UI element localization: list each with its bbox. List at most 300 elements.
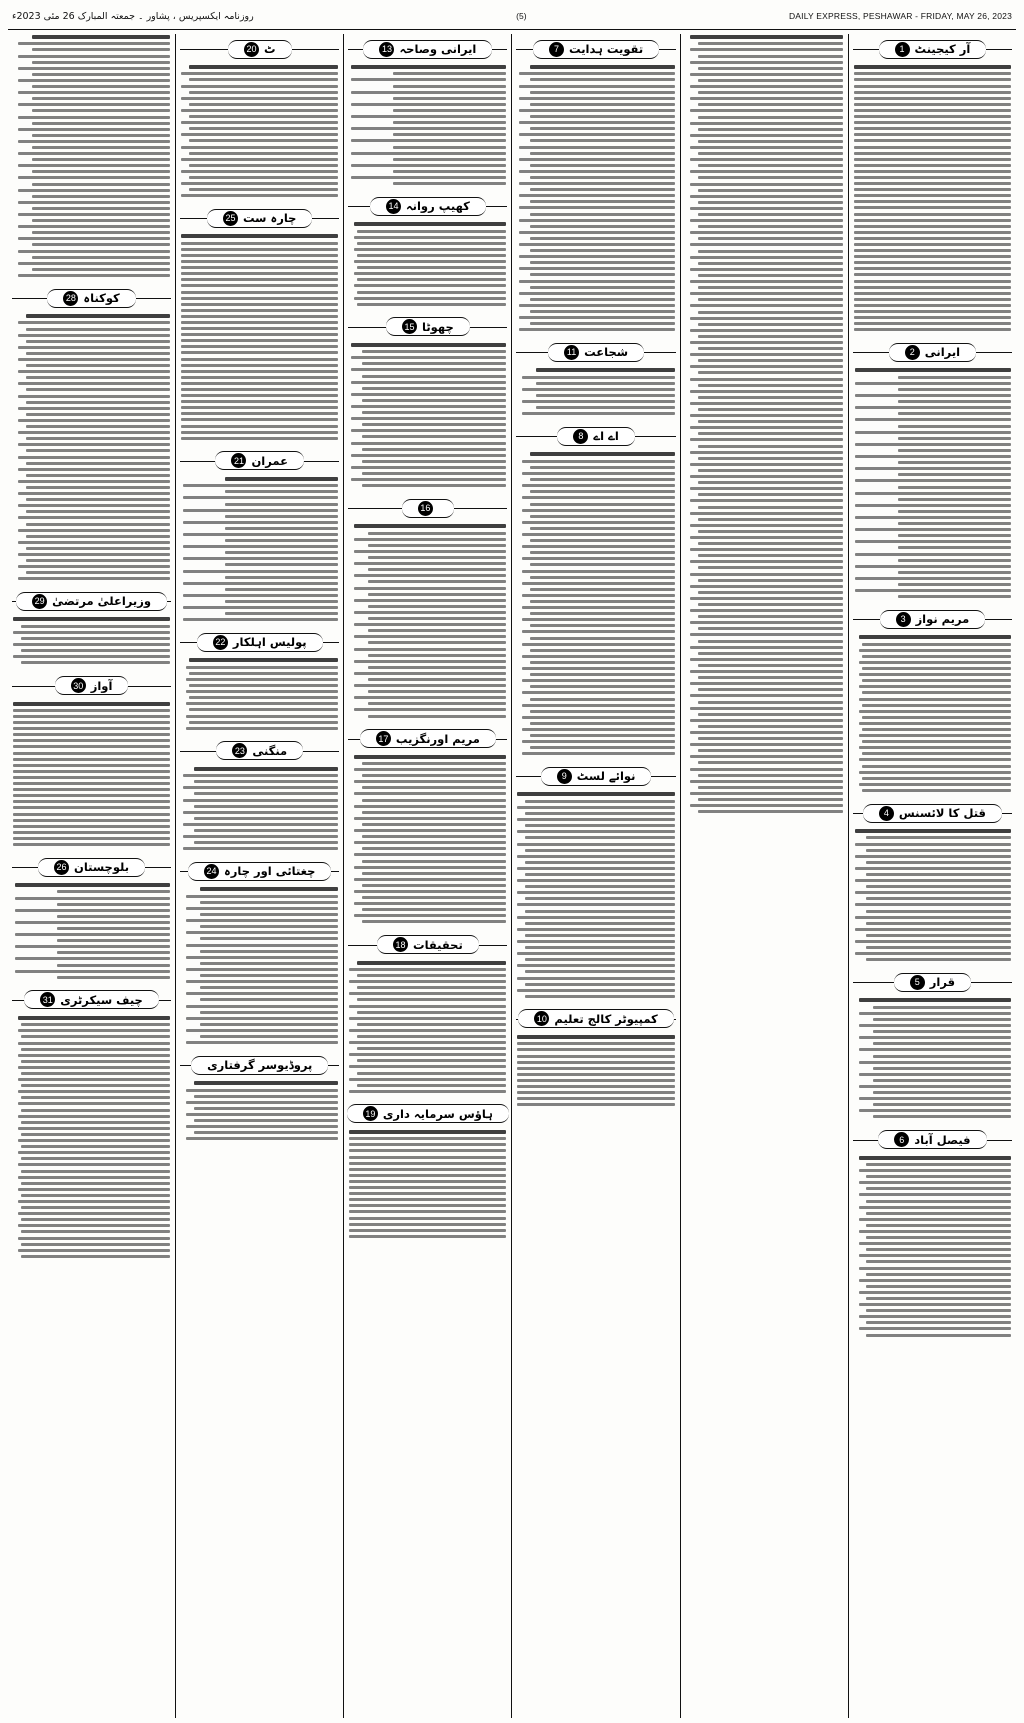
text-line (362, 460, 507, 463)
headline-pill (191, 1056, 328, 1075)
text-line (530, 466, 675, 469)
article-body (12, 313, 171, 585)
text-line (362, 387, 507, 390)
article-block[interactable] (516, 425, 675, 760)
text-line (349, 1204, 506, 1207)
text-line (32, 170, 170, 173)
text-line (181, 266, 338, 269)
text-line (225, 490, 338, 493)
text-line (200, 950, 338, 953)
text-line (21, 1157, 170, 1160)
text-line (690, 35, 842, 39)
text-line (57, 890, 170, 893)
text-line (349, 1198, 506, 1201)
text-line (181, 333, 338, 336)
text-line (854, 261, 1011, 264)
text-line (18, 1078, 170, 1081)
text-line (13, 745, 170, 748)
text-line (354, 914, 506, 917)
text-line (354, 587, 506, 590)
text-line (362, 908, 507, 911)
text-line (354, 660, 506, 663)
text-line (522, 521, 674, 524)
article-block[interactable] (12, 287, 171, 585)
article-block[interactable] (180, 38, 339, 202)
article-body (853, 367, 1012, 603)
text-line (362, 884, 507, 887)
text-line (21, 1218, 170, 1221)
text-line (854, 310, 1011, 313)
text-line (690, 195, 842, 198)
text-line (183, 496, 339, 499)
text-line (859, 1109, 1011, 1112)
text-line (690, 609, 842, 612)
text-line (225, 563, 338, 566)
article-block[interactable] (348, 38, 507, 190)
text-line (13, 715, 170, 718)
text-line (200, 925, 338, 928)
text-line (859, 1048, 1011, 1051)
text-line (200, 887, 338, 891)
text-line (349, 1186, 506, 1189)
article-block[interactable] (12, 590, 171, 669)
text-line (26, 535, 171, 538)
text-line (21, 1084, 170, 1087)
text-line (349, 1149, 506, 1152)
text-line (351, 139, 507, 142)
article-block[interactable] (853, 341, 1012, 603)
text-line (15, 897, 171, 900)
text-line (181, 351, 338, 354)
text-line (351, 356, 507, 359)
text-line (18, 370, 170, 373)
text-line (854, 213, 1011, 216)
text-line (859, 710, 1011, 713)
text-line (898, 412, 1011, 415)
text-line (698, 91, 843, 94)
text-line (186, 944, 338, 947)
text-line (181, 291, 338, 294)
headline-number-badge: 26 (54, 860, 69, 875)
article-body (348, 754, 507, 929)
text-line (57, 976, 170, 979)
text-line (517, 952, 674, 955)
text-line (517, 1091, 674, 1094)
text-line (530, 551, 675, 554)
text-line (225, 527, 338, 530)
text-line (26, 474, 171, 477)
article-body (853, 828, 1012, 966)
text-line (200, 913, 338, 916)
headline-text: کمپیوٹر کالج تعلیم (554, 1011, 658, 1026)
masthead-right-text: روزنامہ ایکسپریس ، پشاور ۔ جمعتہ المبارک 26 مئی 2023ء (12, 10, 254, 22)
article-block[interactable] (348, 728, 507, 929)
text-line (862, 667, 1011, 670)
text-line (690, 621, 842, 624)
text-line (530, 452, 675, 456)
text-line (517, 806, 674, 809)
text-line (690, 170, 842, 173)
text-line (354, 696, 506, 699)
headline-text: مریم اورنگزیب (395, 731, 480, 746)
text-line (18, 431, 170, 434)
text-line (181, 412, 338, 415)
article-block[interactable] (180, 860, 339, 1049)
text-line (181, 327, 338, 330)
text-line (690, 512, 842, 515)
article-block[interactable] (180, 631, 339, 734)
text-line (530, 127, 675, 130)
headline-number-badge: 17 (376, 731, 391, 746)
text-line (26, 340, 171, 343)
text-line (183, 774, 339, 777)
text-line (21, 1230, 170, 1233)
article-body (516, 791, 675, 1002)
text-line (525, 824, 674, 827)
headline-pill (863, 804, 1002, 823)
article-body (853, 634, 1012, 797)
text-line (354, 562, 506, 565)
text-line (26, 449, 171, 452)
article-block[interactable] (180, 1054, 339, 1145)
text-line (351, 381, 507, 384)
headline-pill (347, 1104, 509, 1123)
article-block[interactable] (348, 934, 507, 1098)
text-line (351, 115, 507, 118)
text-line (349, 1053, 506, 1056)
article-body (180, 64, 339, 202)
text-line (57, 915, 170, 918)
text-line (181, 437, 338, 440)
text-line (517, 1042, 674, 1045)
text-line (855, 928, 1011, 931)
text-line (854, 133, 1011, 136)
text-line (859, 1327, 1011, 1330)
article-block[interactable] (348, 1103, 507, 1243)
text-line (18, 140, 170, 143)
text-line (898, 571, 1011, 574)
text-line (522, 655, 674, 658)
headline-text: نوائے لسٹ (576, 769, 636, 784)
text-line (854, 292, 1011, 295)
article-body (348, 960, 507, 1098)
text-line (393, 146, 506, 149)
article-block[interactable] (516, 765, 675, 1002)
text-line (354, 708, 506, 711)
article-block[interactable] (348, 195, 507, 311)
text-line (698, 615, 843, 618)
text-line (859, 685, 1011, 688)
article-block[interactable] (12, 989, 171, 1263)
masthead-page-number: (5) (516, 11, 527, 21)
text-line (690, 463, 842, 466)
text-line (32, 48, 170, 51)
text-line (189, 658, 338, 662)
text-line (183, 557, 339, 560)
text-line (530, 286, 675, 289)
article-headline (12, 856, 171, 878)
text-line (698, 664, 843, 667)
text-line (18, 456, 170, 459)
headline-pill (879, 40, 987, 59)
text-line (18, 468, 170, 471)
text-line (393, 97, 506, 100)
text-line (873, 1079, 1011, 1082)
article-headline (348, 934, 507, 956)
text-line (32, 183, 170, 186)
text-line (690, 670, 842, 673)
article-block[interactable] (180, 450, 339, 627)
text-line (225, 576, 338, 579)
text-line (854, 109, 1011, 112)
text-line (18, 516, 170, 519)
text-line (698, 79, 843, 82)
text-line (18, 79, 170, 82)
text-line (525, 836, 674, 839)
text-line (200, 937, 338, 940)
text-line (855, 553, 1011, 556)
text-line (855, 867, 1011, 870)
text-line (351, 393, 507, 396)
text-line (186, 1089, 338, 1092)
text-line (522, 509, 674, 512)
text-line (349, 980, 506, 983)
text-line (18, 213, 170, 216)
text-line (690, 341, 842, 344)
text-line (18, 358, 170, 361)
text-line (698, 213, 843, 216)
text-line (189, 152, 338, 155)
text-line (854, 182, 1011, 185)
text-line (21, 1206, 170, 1209)
headline-text: چغتائی اور چارہ (224, 864, 316, 879)
text-line (854, 146, 1011, 149)
text-line (186, 907, 338, 910)
text-line (368, 654, 506, 657)
text-line (57, 951, 170, 954)
text-line (854, 322, 1011, 325)
text-line (21, 1145, 170, 1148)
article-block[interactable] (853, 608, 1012, 797)
text-line (18, 1127, 170, 1130)
text-line (354, 853, 506, 856)
text-line (181, 72, 338, 75)
text-line (519, 316, 675, 319)
text-line (32, 207, 170, 210)
column-6-left (8, 34, 175, 1718)
text-line (530, 200, 675, 203)
text-line (517, 916, 674, 919)
article-block[interactable] (853, 971, 1012, 1123)
text-line (357, 266, 506, 269)
article-headline (180, 207, 339, 229)
headline-pill (880, 610, 986, 629)
text-line (698, 652, 843, 655)
text-line (18, 128, 170, 131)
text-line (866, 1334, 1011, 1337)
text-line (32, 122, 170, 125)
article-block[interactable] (516, 1008, 675, 1111)
text-line (859, 698, 1011, 701)
text-line (18, 189, 170, 192)
headline-number-badge: 14 (386, 199, 401, 214)
text-line (898, 376, 1011, 379)
text-line (18, 262, 170, 265)
text-line (866, 946, 1011, 949)
text-line (855, 382, 1011, 385)
text-line (357, 291, 506, 294)
article-block[interactable] (180, 207, 339, 444)
article-block[interactable] (516, 341, 675, 420)
text-line (854, 243, 1011, 246)
text-line (183, 521, 339, 524)
text-line (26, 388, 171, 391)
article-block[interactable] (12, 675, 171, 852)
text-line (26, 510, 171, 513)
text-line (349, 968, 506, 971)
text-line (13, 782, 170, 785)
text-line (517, 1035, 674, 1039)
text-line (517, 1067, 674, 1070)
text-line (517, 891, 674, 894)
text-line (517, 1055, 674, 1058)
text-line (18, 419, 170, 422)
text-line (690, 402, 842, 405)
text-line (698, 42, 843, 45)
text-line (189, 696, 338, 699)
text-line (855, 479, 1011, 482)
text-line (862, 704, 1011, 707)
text-line (13, 733, 170, 736)
text-line (698, 335, 843, 338)
text-line (530, 563, 675, 566)
article-block[interactable] (348, 316, 507, 493)
text-line (866, 1297, 1011, 1300)
text-line (859, 783, 1011, 786)
text-line (354, 684, 506, 687)
text-line (530, 612, 675, 615)
article-block[interactable] (12, 856, 171, 984)
text-line (522, 716, 674, 719)
text-line (57, 927, 170, 930)
text-line (517, 1048, 674, 1051)
text-line (368, 617, 506, 620)
text-line (32, 61, 170, 64)
headline-pill (197, 633, 323, 652)
text-line (362, 823, 507, 826)
headline-pill (377, 935, 479, 954)
article-block[interactable] (348, 497, 507, 722)
text-line (354, 841, 506, 844)
text-line (18, 1090, 170, 1093)
text-line (354, 538, 506, 541)
text-line (517, 903, 674, 906)
text-line (186, 919, 338, 922)
text-line (517, 1079, 674, 1082)
article-block[interactable] (12, 34, 171, 282)
text-line (866, 1175, 1011, 1178)
headline-text: ہاؤس سرمایہ داری (382, 1106, 493, 1121)
text-line (525, 897, 674, 900)
text-line (898, 510, 1011, 513)
text-line (698, 676, 843, 679)
text-line (525, 995, 674, 998)
text-line (522, 557, 674, 560)
text-line (698, 176, 843, 179)
article-block[interactable] (853, 802, 1012, 966)
headline-text: وزیراعلیٰ مرتضیٰ (52, 594, 152, 609)
column-1-right (848, 34, 1016, 1718)
text-line (690, 743, 842, 746)
article-block[interactable] (516, 38, 675, 336)
text-line (525, 970, 674, 973)
text-line (530, 490, 675, 493)
text-line (21, 1109, 170, 1112)
text-line (18, 1163, 170, 1166)
text-line (26, 559, 171, 562)
article-block[interactable] (685, 34, 844, 818)
headline-pill (188, 862, 331, 881)
text-line (862, 728, 1011, 731)
text-line (183, 582, 339, 585)
text-line (517, 843, 674, 846)
text-line (32, 146, 170, 149)
text-line (530, 139, 675, 142)
text-line (181, 382, 338, 385)
text-line (698, 432, 843, 435)
text-line (18, 201, 170, 204)
text-line (698, 237, 843, 240)
text-line (855, 406, 1011, 409)
text-line (351, 478, 507, 481)
text-line (13, 819, 170, 822)
text-line (32, 85, 170, 88)
text-line (690, 597, 842, 600)
text-line (530, 478, 675, 481)
text-line (32, 256, 170, 259)
text-line (854, 65, 1011, 69)
text-line (357, 1072, 506, 1075)
text-line (357, 1059, 506, 1062)
text-line (13, 770, 170, 773)
text-line (854, 219, 1011, 222)
text-line (698, 274, 843, 277)
text-line (898, 473, 1011, 476)
text-line (690, 146, 842, 149)
text-line (519, 133, 675, 136)
article-body (12, 616, 171, 669)
text-line (18, 1176, 170, 1179)
text-line (194, 1131, 339, 1134)
text-line (186, 666, 338, 669)
text-line (354, 611, 506, 614)
text-line (13, 843, 170, 846)
text-line (393, 158, 506, 161)
text-line (517, 792, 674, 796)
text-line (866, 873, 1011, 876)
text-line (18, 321, 170, 324)
article-headline (180, 631, 339, 653)
text-line (698, 298, 843, 301)
text-line (351, 417, 507, 420)
article-block[interactable] (853, 1129, 1012, 1342)
article-block[interactable] (180, 740, 339, 856)
text-line (186, 992, 338, 995)
article-body (348, 64, 507, 190)
text-line (855, 394, 1011, 397)
text-line (690, 365, 842, 368)
article-block[interactable] (853, 38, 1012, 336)
